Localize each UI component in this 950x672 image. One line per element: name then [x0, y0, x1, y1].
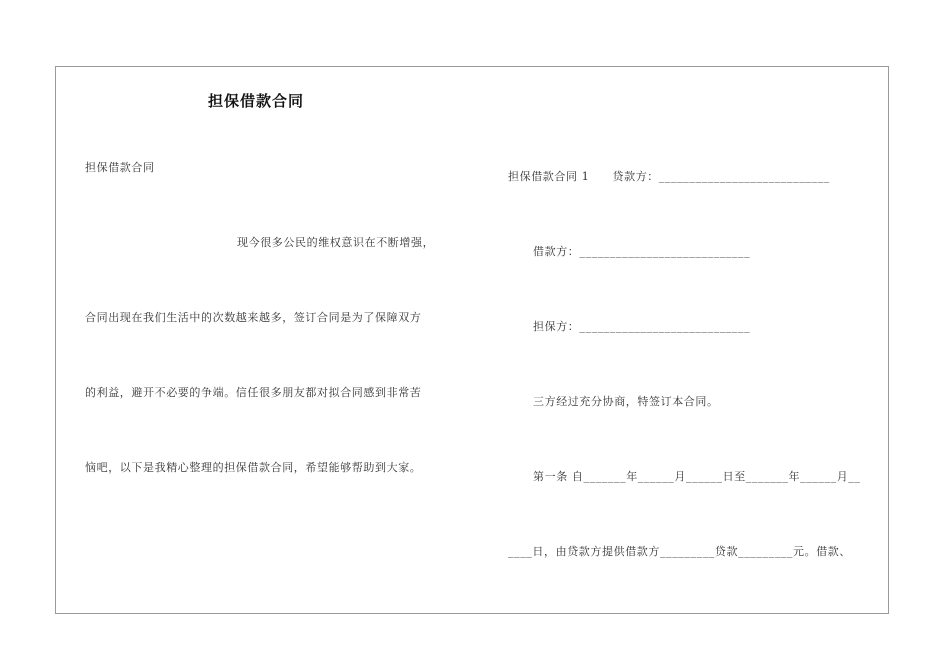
- right-line-borrower: 借款方：____________________________: [533, 245, 751, 258]
- right-line-guarantor: 担保方：____________________________: [533, 320, 751, 333]
- document-page: [55, 66, 889, 614]
- right-line-article-1-cont: ____日，由贷款方提供借款方_________贷款_________元。借款、: [508, 545, 851, 558]
- left-paragraph-line-4: 恼吧，以下是我精心整理的担保借款合同，希望能够帮助到大家。: [85, 461, 422, 474]
- left-paragraph-line-3: 的利益，避开不必要的争端。信任很多朋友都对拟合同感到非常苦: [85, 386, 422, 399]
- right-line-agreement: 三方经过充分协商，特签订本合同。: [533, 395, 719, 408]
- left-subtitle: 担保借款合同: [85, 161, 155, 174]
- right-line-article-1: 第一条 自_______年______月______日至_______年______月__: [533, 470, 861, 483]
- left-paragraph-line-2: 合同出现在我们生活中的次数越来越多，签订合同是为了保障双方: [85, 311, 422, 324]
- left-paragraph-line-1: 现今很多公民的维权意识在不断增强，: [237, 236, 435, 249]
- document-title: 担保借款合同: [208, 92, 305, 110]
- right-line-lender: 担保借款合同 1 贷款方：____________________________: [508, 170, 830, 183]
